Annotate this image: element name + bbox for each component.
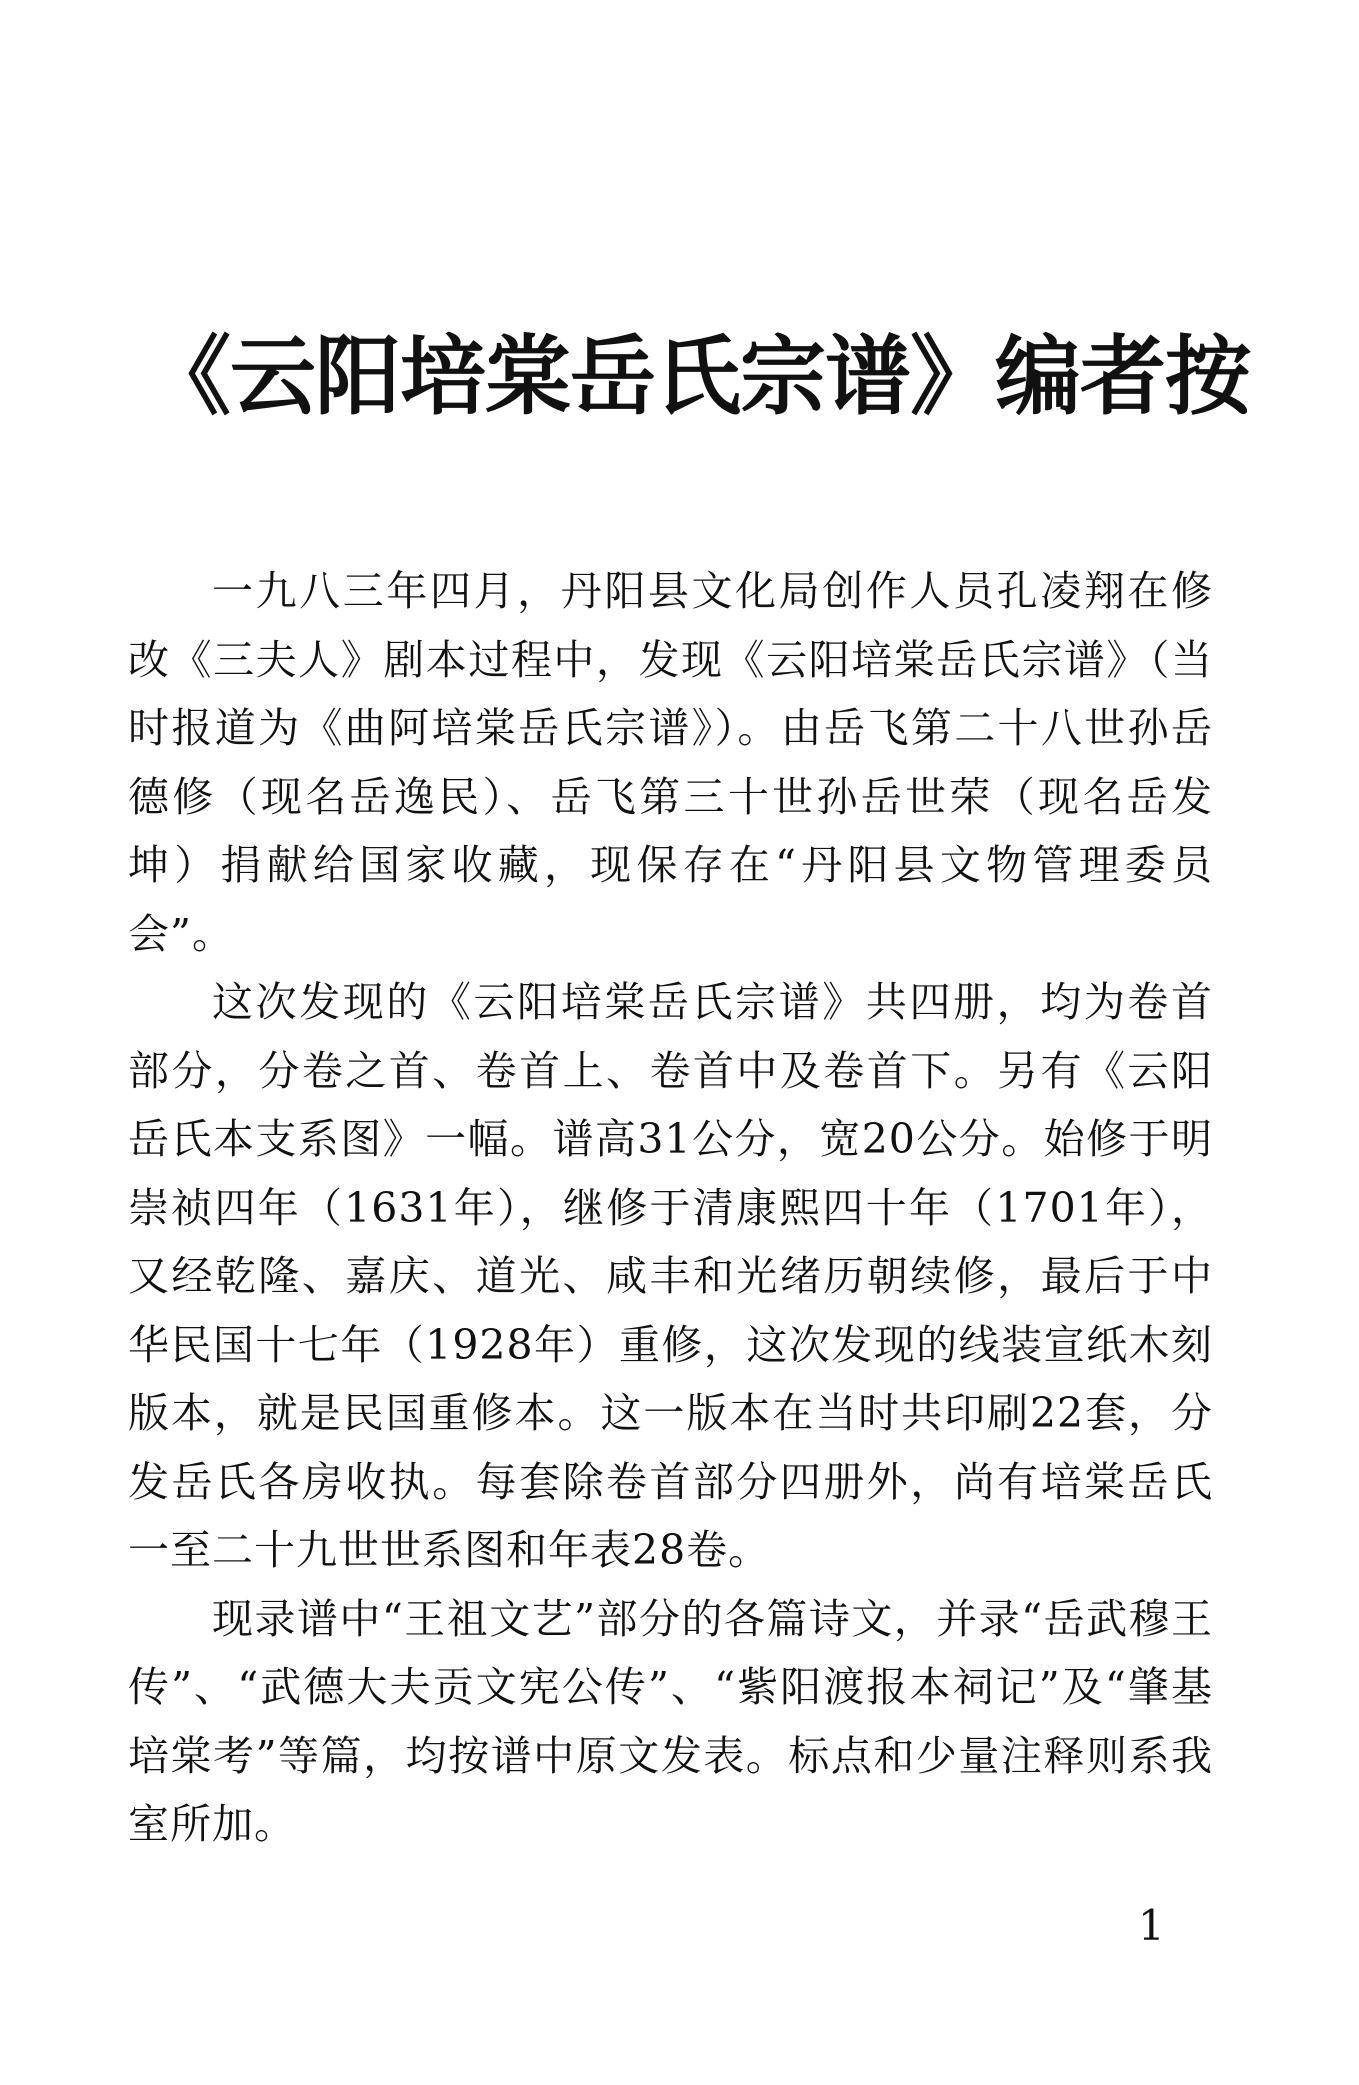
document-body <box>128 557 1213 1859</box>
document-title: 《云阳培棠岳氏宗谱》编者按 <box>145 326 1250 427</box>
page-number: 1 <box>1138 1901 1165 1950</box>
paragraph-1: 一九八三年四月，丹阳县文化局创作人员孔凌翔在修改《三夫人》剧本过程中，发现《云阳培棠岳氏宗谱》（当时报道为《曲阿培棠岳氏宗谱》）。由岳飞第二十八世孙岳德修（现名岳逸民）、岳飞第三十世孙岳世荣（现名岳发坤）捐献给国家收藏，现保存在“丹阳县文物管理委员会”。 <box>128 567 1213 958</box>
paragraph-3: 现录谱中“王祖文艺”部分的各篇诗文，并录“岳武穆王传”、“武德大夫贡文宪公传”、“紫阳渡报本祠记”及“肇基培棠考”等篇，均按谱中原文发表。标点和少量注释则系我室所加。 <box>128 1594 1213 1848</box>
paragraph-2: 这次发现的《云阳培棠岳氏宗谱》共四册，均为卷首部分，分卷之首、卷首上、卷首中及卷首下。另有《云阳岳氏本支系图》一幅。谱高31公分，宽20公分。始修于明崇祯四年（1631年），继修于清康熙四十年（1701年），又经乾隆、嘉庆、道光、咸丰和光绪历朝续修，最后于中华民国十七年（1928年）重修，这次发现的线装宣纸木刻版本，就是民国重修本。这一版本在当时共印刷22套，分发岳氏各房收执。每套除卷首部分四册外，尚有培棠岳氏一至二十九世世系图和年表28卷。 <box>128 978 1213 1574</box>
